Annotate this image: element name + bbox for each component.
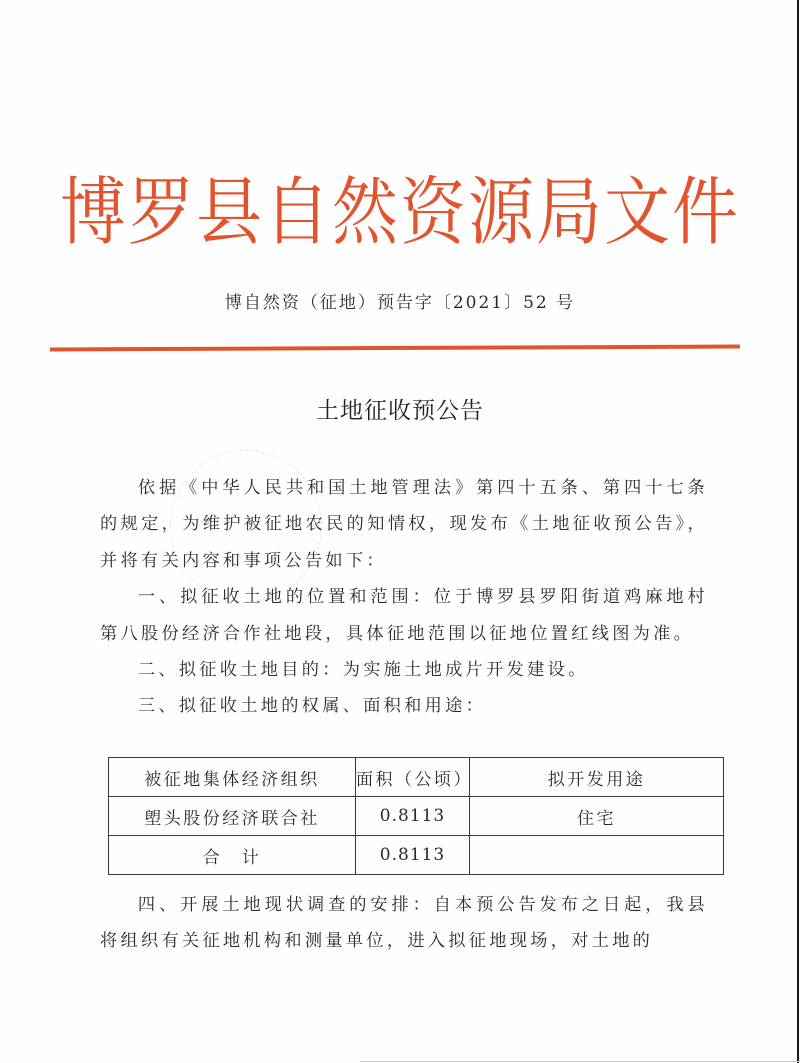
scan-bottom-edge — [360, 1061, 800, 1062]
document-number: 博自然资（征地）预告字〔2021〕52 号 — [224, 293, 576, 313]
header-area: 面积（公顷） — [356, 758, 470, 797]
total-area: 0.8113 — [356, 836, 470, 875]
scan-edge-line — [797, 0, 799, 1063]
paragraph-legal-basis: 依据《中华人民共和国土地管理法》第四十五条、第四十七条的规定，为维护被征地农民的知情权，现发布《土地征收预公告》，并将有关内容和事项公告如下： — [100, 478, 708, 571]
notice-title: 土地征收预公告 — [316, 398, 484, 424]
paragraph-location-scope: 一、拟征收土地的位置和范围：位于博罗县罗阳街道鸡麻地村第八股份经济合作社地段，具体征地范围以征地位置红线图为准。 — [100, 587, 708, 644]
total-use — [470, 836, 724, 875]
total-label: 合 计 — [109, 836, 356, 875]
land-acquisition-table — [108, 757, 724, 875]
header-collective-org: 被征地集体经济组织 — [109, 758, 356, 797]
header-intended-use: 拟开发用途 — [470, 758, 724, 797]
table-total-row — [109, 836, 724, 875]
notice-body-continued — [100, 887, 708, 960]
paragraph-ownership-intro: 三、拟征收土地的权属、面积和用途： — [137, 696, 487, 717]
red-divider-line — [50, 344, 740, 351]
table-row — [109, 797, 724, 836]
issuer-masthead: 博罗县自然资源局文件 — [60, 169, 740, 256]
cell-collective-org: 塱头股份经济联合社 — [109, 797, 356, 836]
cell-intended-use: 住宅 — [470, 797, 724, 836]
cell-area: 0.8113 — [356, 797, 470, 836]
paragraph-purpose: 二、拟征收土地目的：为实施土地成片开发建设。 — [137, 660, 589, 681]
table-header-row — [109, 758, 724, 797]
paragraph-survey-arrangement: 四、开展土地现状调查的安排：自本预公告发布之日起，我县将组织有关征地机构和测量单位，进入拟征地现场，对土地的 — [100, 895, 708, 952]
notice-body — [100, 470, 708, 725]
